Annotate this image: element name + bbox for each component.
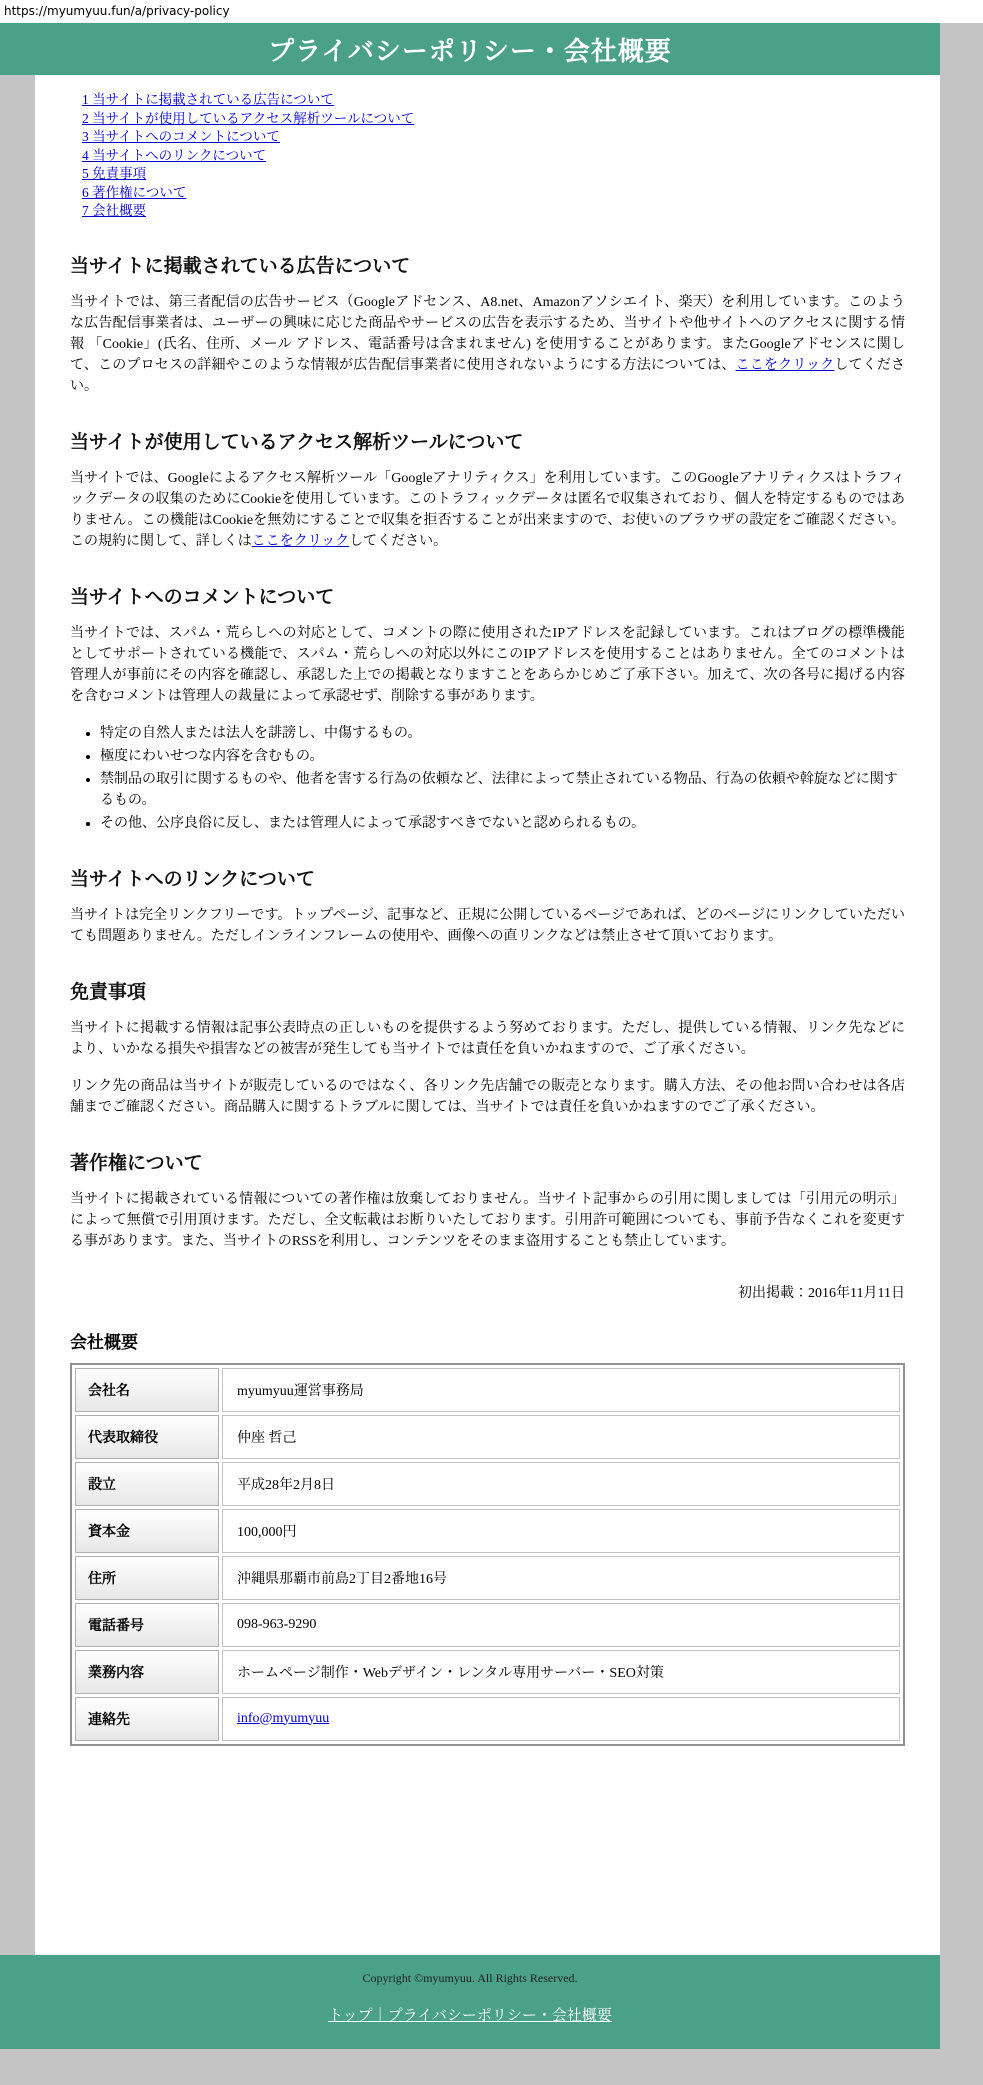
company-capital-label: 資本金: [75, 1509, 219, 1553]
comment-rule-item: • 極度にわいせつな内容を含むもの。: [100, 746, 905, 767]
page-footer: [0, 1955, 940, 2049]
table-of-contents: [70, 91, 905, 221]
company-ceo-value: 仲座 哲己: [222, 1415, 900, 1459]
company-contact-label: 連絡先: [75, 1697, 219, 1741]
company-address-label: 住所: [75, 1556, 219, 1600]
company-capital-value: 100,000円: [222, 1509, 900, 1553]
footer-nav-link[interactable]: トップ｜プライバシーポリシー・会社概要: [328, 2008, 612, 2024]
toc-link-company[interactable]: 7 会社概要: [82, 203, 147, 218]
section-copyright-heading: 著作権について: [70, 1152, 203, 1174]
page-header-banner: [0, 23, 940, 75]
section-comments: [70, 582, 905, 834]
comment-rule-item: • その他、公序良俗に反し、または管理人によって承認すべきでないと認められるもの。: [100, 813, 905, 834]
toc-link-links[interactable]: 4 当サイトへのリンクについて: [82, 147, 267, 163]
section-company: [70, 1328, 905, 1746]
toc-link-comments[interactable]: 3 当サイトへのコメントについて: [82, 129, 280, 144]
table-row: [75, 1415, 900, 1459]
toc-item: [82, 202, 905, 221]
page-title: プライバシーポリシー・会社概要: [268, 35, 672, 66]
company-name-label: 会社名: [75, 1368, 219, 1412]
section-company-heading: 会社概要: [70, 1332, 138, 1352]
table-row: [75, 1697, 900, 1741]
section-disclaimer-paragraph-1: 当サイトに掲載する情報は記事公表時点の正しいものを提供するよう努めております。ただし、提供している情報、リンク先などにより、いかなる損失や損害などの被害が発生しても当サイトでは責任を負いかねますので、ご了承ください。: [70, 1020, 905, 1057]
table-row: [75, 1368, 900, 1412]
table-row: [75, 1509, 900, 1553]
analytics-terms-link[interactable]: ここをクリック: [251, 533, 350, 549]
section-ads-paragraph: [70, 292, 905, 397]
section-ads-text-before-link: 当サイトでは、第三者配信の広告サービス（Googleアドセンス、A8.net、Amazonアソシエイト、楽天）を利用しています。このような広告配信事業者は、ユーザーの興味に応じた商品やサービスの広告を表示するため、当サイトや他サイトへのアクセスに関する情報 「Cookie」(氏名、住所、メール アドレス、電話番号は含まれません) を使用することがあります。またGoogleアドセンスに関して、このプロセスの詳細やこのような情報が広告配信事業者に使用されないようにする方法については、: [70, 294, 905, 373]
section-ads-heading: 当サイトに掲載されている広告について: [70, 255, 411, 277]
company-name-value: myumyuu運営事務局: [222, 1368, 900, 1412]
company-phone-value: 098-963-9290: [222, 1603, 900, 1647]
toc-item: [82, 147, 905, 166]
company-address-value: 沖縄県那覇市前島2丁目2番地16号: [222, 1556, 900, 1600]
content-area: [35, 75, 940, 1955]
toc-link-copyright[interactable]: 6 著作権について: [82, 184, 187, 200]
section-ads-text-after-link: してください。: [70, 357, 906, 394]
table-row: [75, 1650, 900, 1694]
toc-item: [82, 165, 905, 184]
comment-rule-item: • 特定の自然人または法人を誹謗し、中傷するもの。: [100, 723, 905, 744]
toc-link-ads[interactable]: 1 当サイトに掲載されている広告について: [82, 92, 334, 107]
section-analytics-paragraph: [70, 468, 905, 552]
section-analytics: [70, 427, 905, 552]
company-info-table: [70, 1363, 905, 1746]
toc-link-disclaimer[interactable]: 5 免責事項: [82, 166, 147, 181]
table-row: [75, 1462, 900, 1506]
section-links-paragraph: 当サイトは完全リンクフリーです。トップページ、記事など、正規に公開しているページであれば、どのページにリンクしていただいても問題ありません。ただしインラインフレームの使用や、画像への直リンクなどは禁止させて頂いております。: [70, 907, 905, 944]
table-row: [75, 1603, 900, 1647]
company-founded-label: 設立: [75, 1462, 219, 1506]
company-business-value: ホームページ制作・Webデザイン・レンタル専用サーバー・SEO対策: [222, 1650, 900, 1694]
table-row: [75, 1556, 900, 1600]
toc-item: [82, 110, 905, 129]
section-copyright-paragraph: 当サイトに掲載されている情報についての著作権は放棄しておりません。当サイト記事からの引用に関しましては「引用元の明示」によって無償で引用頂けます。ただし、全文転載はお断りいたしております。引用許可範囲についても、事前予告なくこれを変更する事があります。また、当サイトのRSSを利用し、コンテンツをそのまま盗用することも禁止しています。: [70, 1191, 905, 1249]
section-links: [70, 864, 905, 947]
section-links-heading: 当サイトへのリンクについて: [70, 868, 315, 890]
section-disclaimer-heading: 免責事項: [70, 981, 147, 1003]
comment-rules-list: [70, 723, 905, 834]
section-analytics-text-after-link: してください。: [349, 533, 448, 549]
toc-link-analytics[interactable]: 2 当サイトが使用しているアクセス解析ツールについて: [82, 110, 415, 126]
browser-url-text: https://myumyuu.fun/a/privacy-policy: [0, 0, 983, 23]
section-analytics-heading: 当サイトが使用しているアクセス解析ツールについて: [70, 431, 524, 453]
comment-rule-item: • 禁制品の取引に関するものや、他者を害する行為の依頼など、法律によって禁止されている物品、行為の依頼や斡旋などに関するもの。: [100, 769, 905, 811]
section-comments-heading: 当サイトへのコメントについて: [70, 586, 335, 608]
first-published-date: 初出掲載：2016年11月11日: [738, 1285, 905, 1301]
footer-copyright-text: Copyright ©myumyuu. All Rights Reserved.: [362, 1971, 578, 1985]
section-copyright: [70, 1148, 905, 1302]
contact-email-link[interactable]: info@myumyuu: [237, 1710, 330, 1726]
company-business-label: 業務内容: [75, 1650, 219, 1694]
company-ceo-label: 代表取締役: [75, 1415, 219, 1459]
company-phone-label: 電話番号: [75, 1603, 219, 1647]
company-founded-value: 平成28年2月8日: [222, 1462, 900, 1506]
toc-item: [82, 128, 905, 147]
section-ads: [70, 251, 905, 397]
ads-optout-link[interactable]: ここをクリック: [735, 357, 835, 373]
section-comments-paragraph: 当サイトでは、スパム・荒らしへの対応として、コメントの際に使用されたIPアドレスを記録しています。これはブログの標準機能としてサポートされている機能で、スパム・荒らしへの対応以外にこのIPアドレスを使用することはありません。全てのコメントは管理人が事前にその内容を確認し、承認した上での掲載となりますことをあらかじめご了承下さい。加えて、次の各号に掲げる内容を含むコメントは管理人の裁量によって承認せず、削除する事があります。: [70, 625, 905, 704]
section-analytics-text-before-link: 当サイトでは、Googleによるアクセス解析ツール「Googleアナリティクス」を利用しています。このGoogleアナリティクスはトラフィックデータの収集のためにCookieを使用しています。このトラフィックデータは匿名で収集されており、個人を特定するものではありません。この機能はCookieを無効にすることで収集を拒否することが出来ますので、お使いのブラウザの設定をご確認ください。この規約に関して、詳しくは: [70, 470, 905, 549]
toc-item: [82, 184, 905, 203]
toc-item: [82, 91, 905, 110]
company-contact-value: [222, 1697, 900, 1741]
section-disclaimer-paragraph-2: リンク先の商品は当サイトが販売しているのではなく、各リンク先店舗での販売となります。購入方法、その他お問い合わせは各店舗までご確認ください。商品購入に関するトラブルに関しては、当サイトでは責任を負いかねますのでご了承ください。: [70, 1078, 905, 1115]
section-disclaimer: [70, 977, 905, 1118]
footer-nav: [0, 2004, 940, 2025]
